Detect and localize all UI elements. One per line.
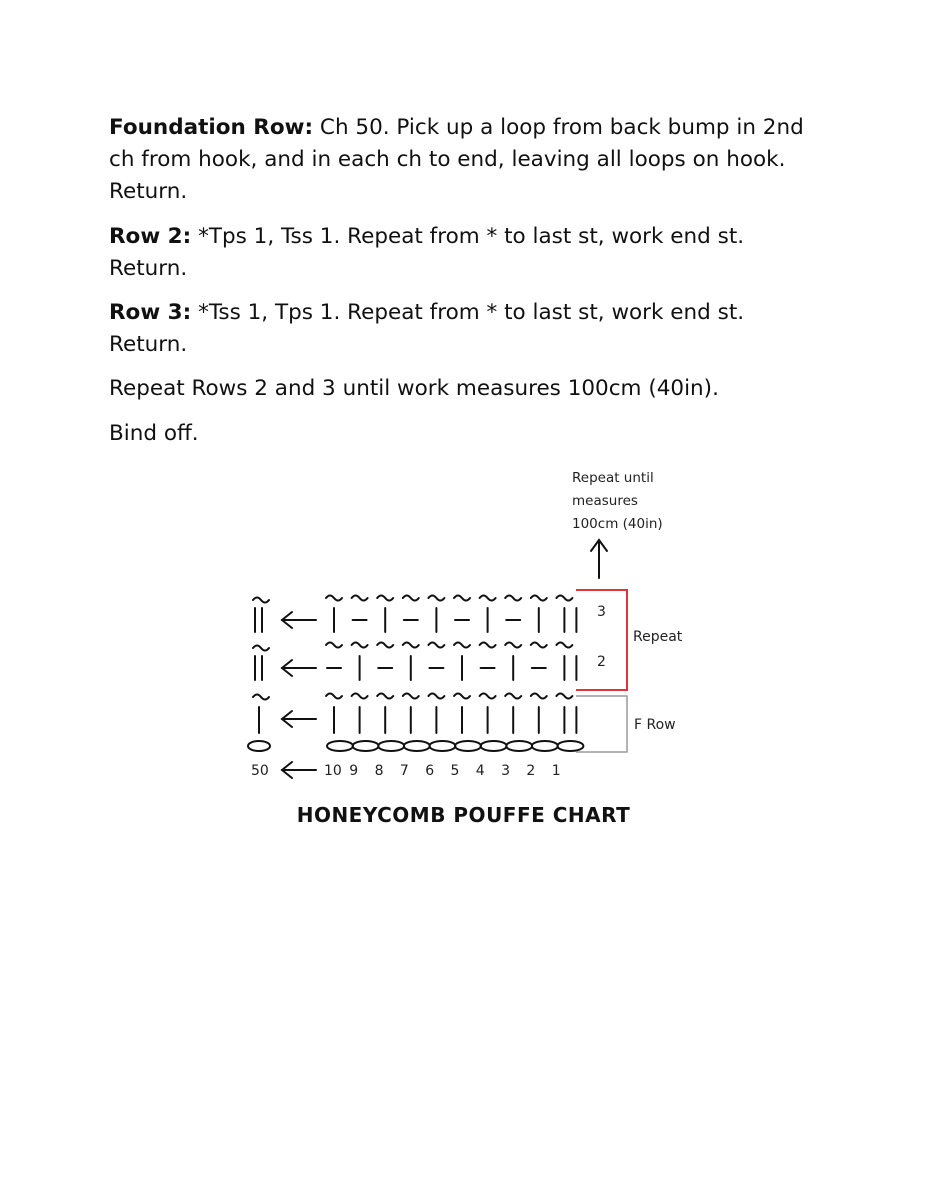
stitch-number: 8: [374, 763, 384, 779]
chain-loop: [327, 741, 353, 751]
tilde-mark: [428, 694, 444, 699]
edge-chain-loop: [248, 741, 270, 751]
tilde-mark: [377, 643, 393, 648]
edge-tilde-row3: [253, 598, 269, 603]
row-3-label: Row 3:: [109, 300, 192, 325]
frow-label: F Row: [634, 717, 676, 733]
foundation-chain: [327, 741, 583, 751]
tilde-mark: [531, 694, 547, 699]
tilde-row-group: [326, 596, 572, 699]
chain-loop: [378, 741, 404, 751]
stitch-number: 4: [475, 763, 485, 779]
foundation-row-label: Foundation Row:: [109, 115, 314, 140]
tilde-mark: [480, 596, 496, 601]
row-2-number: 2: [597, 654, 606, 670]
tilde-mark: [428, 596, 444, 601]
stitch-number: 7: [399, 763, 409, 779]
tilde-mark: [326, 596, 342, 601]
foundation-row-text: Ch 50. Pick up a loop from back bump in 2nd ch from hook, and in each ch to end, leaving all loops on hook. Return.: [109, 115, 804, 204]
chain-loop: [506, 741, 532, 751]
tilde-mark: [403, 694, 419, 699]
repeat-note-line-3: 100cm (40in): [572, 516, 663, 532]
tilde-mark: [505, 596, 521, 601]
bind-off-text: Bind off.: [109, 421, 199, 446]
chain-loop: [481, 741, 507, 751]
stitch-number: 5: [450, 763, 460, 779]
tilde-mark: [352, 643, 368, 648]
row-3-text: *Tss 1, Tps 1. Repeat from * to last st, work end st. Return.: [109, 300, 745, 357]
stitch-number: 10: [324, 763, 342, 779]
row-arrows: [282, 612, 316, 778]
edge-column: [248, 598, 270, 752]
tilde-mark: [556, 694, 572, 699]
tilde-mark: [531, 643, 547, 648]
tilde-mark: [326, 694, 342, 699]
row-3-number: 3: [597, 604, 606, 620]
tilde-mark: [531, 596, 547, 601]
repeat-rows-text: Repeat Rows 2 and 3 until work measures 100cm (40in).: [109, 376, 719, 401]
tilde-mark: [454, 596, 470, 601]
chain-loop: [404, 741, 430, 751]
stitch-number: 2: [526, 763, 536, 779]
tilde-mark: [454, 694, 470, 699]
chain-loop: [455, 741, 481, 751]
tilde-mark: [326, 643, 342, 648]
edge-tilde-frow: [253, 695, 269, 700]
edge-tilde-row2: [253, 646, 269, 651]
tilde-mark: [556, 596, 572, 601]
tilde-mark: [556, 643, 572, 648]
tilde-mark: [377, 596, 393, 601]
tilde-mark: [403, 643, 419, 648]
chain-loop: [557, 741, 583, 751]
frow-bracket: [576, 696, 627, 752]
chain-loop: [353, 741, 379, 751]
tilde-mark: [377, 694, 393, 699]
tilde-mark: [454, 643, 470, 648]
chain-loop: [429, 741, 455, 751]
tilde-mark: [505, 694, 521, 699]
repeat-note-line-2: measures: [572, 493, 638, 509]
stitch-number: 6: [425, 763, 435, 779]
stitch-numbers: [324, 763, 561, 779]
tilde-mark: [403, 596, 419, 601]
row-2-text: *Tps 1, Tss 1. Repeat from * to last st, work end st. Return.: [109, 224, 745, 281]
tilde-mark: [428, 643, 444, 648]
end-stitch-number: 50: [251, 763, 269, 779]
tilde-mark: [505, 643, 521, 648]
chain-loop: [532, 741, 558, 751]
stitch-number: 9: [349, 763, 359, 779]
row-2-label: Row 2:: [109, 224, 192, 249]
repeat-note-line-1: Repeat until: [572, 470, 654, 486]
chart-caption: HONEYCOMB POUFFE CHART: [296, 803, 631, 827]
tilde-mark: [480, 643, 496, 648]
tilde-mark: [352, 694, 368, 699]
stitch-number: 1: [551, 763, 561, 779]
repeat-label: Repeat: [633, 629, 683, 645]
tilde-mark: [352, 596, 368, 601]
stitch-group: [327, 608, 576, 733]
tilde-mark: [480, 694, 496, 699]
stitch-number: 3: [501, 763, 511, 779]
